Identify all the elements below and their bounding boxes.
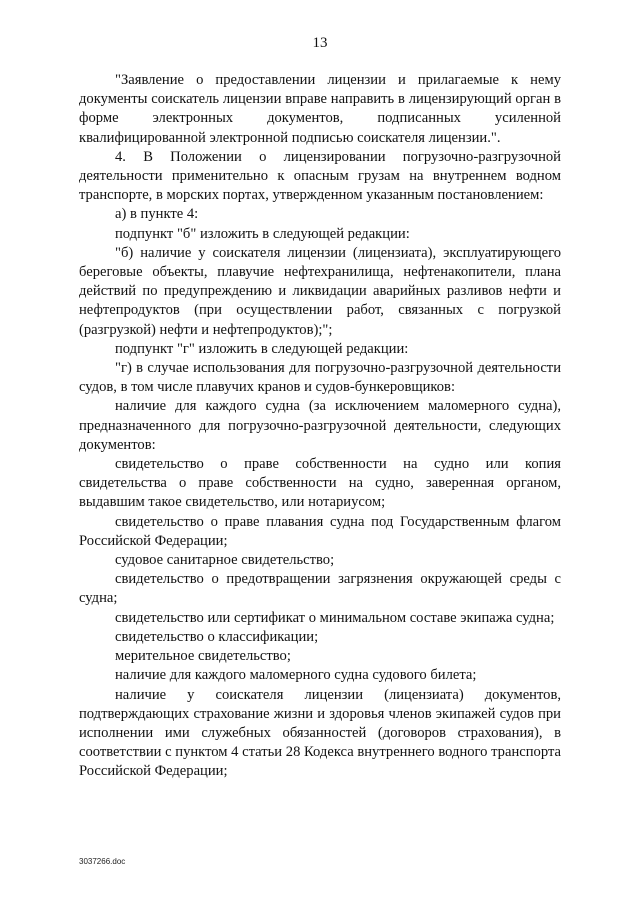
paragraph: свидетельство о предотвращении загрязнения окружающей среды с судна; [79, 571, 561, 607]
paragraph: свидетельство или сертификат о минимальном составе экипажа судна; [115, 609, 555, 626]
paragraph: судовое санитарное свидетельство; [115, 552, 335, 569]
paragraph: "Заявление о предоставлении лицензии и прилагаемые к нему документы соискатель лицензии вправе направить в лицензирующий орган в форме электронных документов, подписанных усиленной квалифицированной электронной подписью соискателя лицензии.". [79, 72, 561, 146]
paragraph: свидетельство о праве собственности на судно или копия свидетельства о праве собственности на судно, заверенная органом, выдавшим такое свидетельство, или нотариусом; [79, 456, 561, 511]
paragraph: наличие для каждого маломерного судна судового билета; [115, 667, 477, 684]
page-number: 13 [312, 35, 328, 51]
footer-file-name: 3037266.doc [79, 857, 126, 866]
paragraph: а) в пункте 4: [115, 206, 199, 223]
paragraph: 4. В Положении о лицензировании погрузочно-разгрузочной деятельности применительно к опасным грузам на внутреннем водном транспорте, в морских портах, утвержденном указанным постановлением: [79, 148, 561, 204]
paragraph: "г) в случае использования для погрузочно-разгрузочной деятельности судов, в том числе плавучих кранов и судов-бункеровщиков: [79, 360, 561, 396]
paragraph: подпункт "б" изложить в следующей редакции: [115, 225, 410, 242]
paragraph: наличие у соискателя лицензии (лицензиата) документов, подтверждающих страхование жизни и здоровья членов экипажей судов при исполнении ими служебных обязанностей (договоров страхования), в соответствии с пунктом 4 статьи 28 Кодекса внутреннего водного транспорта Российской Федерации; [79, 686, 561, 780]
paragraph: мерительное свидетельство; [115, 648, 291, 665]
document-body [79, 71, 561, 782]
paragraph: наличие для каждого судна (за исключением маломерного судна), предназначенного для погрузочно-разгрузочной деятельности, следующих документов: [79, 398, 561, 453]
paragraph: "б) наличие у соискателя лицензии (лицензиата), эксплуатирующего береговые объекты, плавучие нефтехранилища, нефтенакопители, плана действий по предупреждению и ликвидации аварийных разливов нефти и нефтепродуктов (при осуществлении работ, связанных с погрузкой (разгрузкой) нефти и нефтепродуктов);"; [79, 244, 561, 338]
paragraph: подпункт "г" изложить в следующей редакции: [115, 340, 409, 357]
paragraph: свидетельство о праве плавания судна под Государственным флагом Российской Федерации; [79, 513, 561, 549]
paragraph: свидетельство о классификации; [115, 628, 319, 645]
